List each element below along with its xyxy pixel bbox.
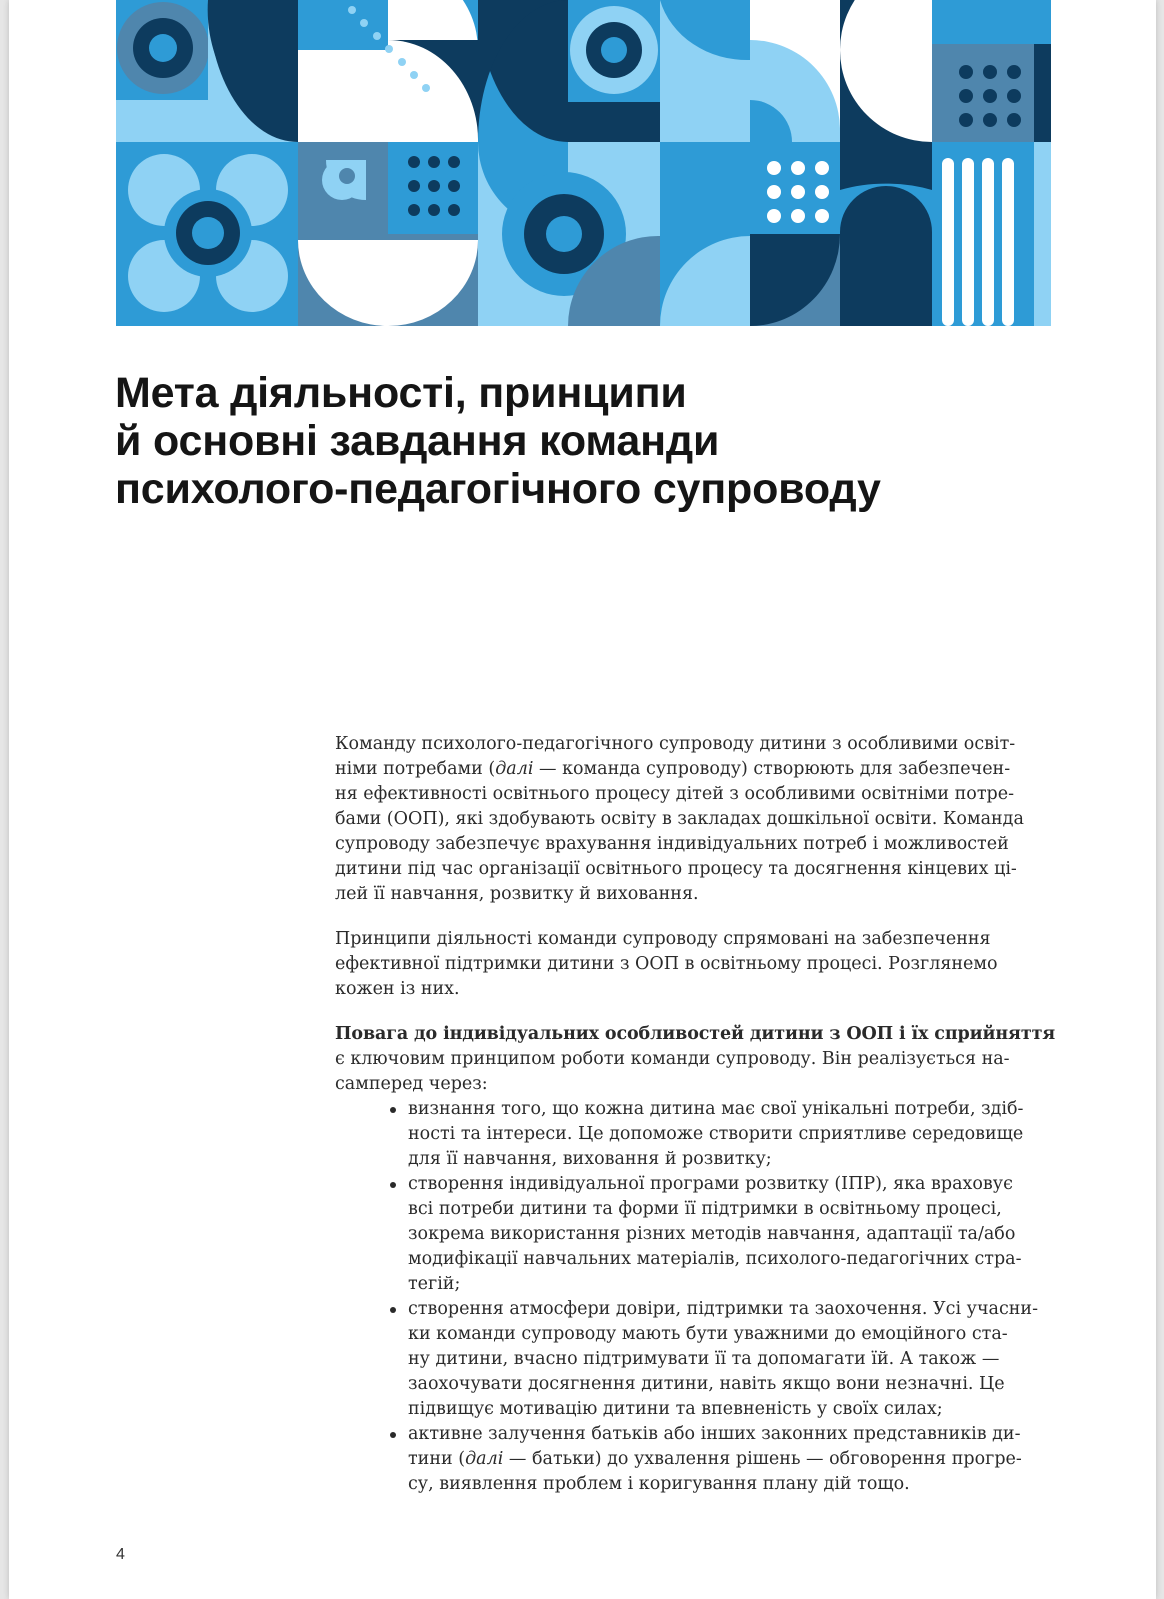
text-line: ня ефективності освітнього процесу дітей з особливими освітніми потре- xyxy=(335,784,1014,804)
italic-term: далі xyxy=(495,759,534,779)
text-line: заохочувати досягнення дитини, навіть якщо вони незначні. Це xyxy=(408,1374,1005,1394)
list-item xyxy=(408,1172,1055,1297)
text-line: зокрема використання різних методів навчання, адаптації та/або xyxy=(408,1224,1016,1244)
title-line: психолого-педагогічного супроводу xyxy=(115,465,881,513)
text-line: є ключовим принципом роботи команди супроводу. Він реалізується на- xyxy=(335,1049,1010,1069)
text-line: Принципи діяльності команди супроводу спрямовані на забезпечення xyxy=(335,929,991,949)
text-line: тегій; xyxy=(408,1274,461,1294)
text-fragment: — команда супроводу) створюють для забезпечен- xyxy=(533,759,1011,779)
text-line: всі потреби дитини та форми її підтримки в освітньому процесі, xyxy=(408,1199,1002,1219)
text-line: кожен із них. xyxy=(335,979,460,999)
title-line: й основні завдання команди xyxy=(115,417,720,465)
paragraph-principles xyxy=(335,927,1055,1002)
bullet-list xyxy=(335,1097,1055,1497)
text-line: модифікації навчальних матеріалів, психолого-педагогічних стра- xyxy=(408,1249,1022,1269)
page-title xyxy=(115,369,1015,513)
paragraph-intro xyxy=(335,732,1055,907)
text-line: створення атмосфери довіри, підтримки та заохочення. Усі учасни- xyxy=(408,1299,1038,1319)
text-line: самперед через: xyxy=(335,1074,488,1094)
text-fragment: — батьки) до ухвалення рішень — обговорення прогре- xyxy=(503,1449,1022,1469)
text-line: для її навчання, виховання й розвитку; xyxy=(408,1149,772,1169)
text-line: ну дитини, вчасно підтримувати її та допомагати їй. А також — xyxy=(408,1349,1000,1369)
list-item xyxy=(408,1422,1055,1497)
list-item xyxy=(408,1297,1055,1422)
italic-term: далі xyxy=(465,1449,504,1469)
text-line: дитини під час організації освітнього процесу та досягнення кінцевих ці- xyxy=(335,859,1017,879)
text-line: ки команди супроводу мають бути уважними до емоційного ста- xyxy=(408,1324,1008,1344)
text-line: ності та інтереси. Це допоможе створити сприятливе середовище xyxy=(408,1124,1024,1144)
text-line xyxy=(408,1447,1055,1472)
paragraph-respect xyxy=(335,1022,1055,1097)
text-line: активне залучення батьків або інших законних представників ди- xyxy=(408,1424,1021,1444)
text-fragment: німи потребами ( xyxy=(335,759,496,779)
bold-heading-line: Повага до індивідуальних особливостей дитини з ООП і їх сприйняття xyxy=(335,1024,1056,1044)
geometric-pattern-banner xyxy=(116,0,1051,326)
text-line: визнання того, що кожна дитина має свої унікальні потреби, здіб- xyxy=(408,1099,1024,1119)
text-line: створення індивідуальної програми розвитку (ІПР), яка враховує xyxy=(408,1174,1013,1194)
text-line: бами (ООП), які здобувають освіту в закладах дошкільної освіти. Команда xyxy=(335,809,1024,829)
text-fragment: тини ( xyxy=(408,1449,466,1469)
text-line: супроводу забезпечує врахування індивідуальних потреб і можливостей xyxy=(335,834,1009,854)
document-page xyxy=(9,0,1156,1599)
text-line: лей її навчання, розвитку й виховання. xyxy=(335,884,699,904)
text-line xyxy=(335,757,1055,782)
list-item xyxy=(408,1097,1055,1172)
page-number: 4 xyxy=(116,1546,125,1563)
text-line: су, виявлення проблем і коригування плану дій тощо. xyxy=(408,1474,910,1494)
text-line: ефективної підтримки дитини з ООП в освітньому процесі. Розглянемо xyxy=(335,954,998,974)
title-line: Мета діяльності, принципи xyxy=(115,369,687,417)
text-line: підвищує мотивацію дитини та впевненість у своїх силах; xyxy=(408,1399,943,1419)
body-text xyxy=(335,732,1055,1497)
text-line: Команду психолого-педагогічного супроводу дитини з особливими освіт- xyxy=(335,734,1016,754)
